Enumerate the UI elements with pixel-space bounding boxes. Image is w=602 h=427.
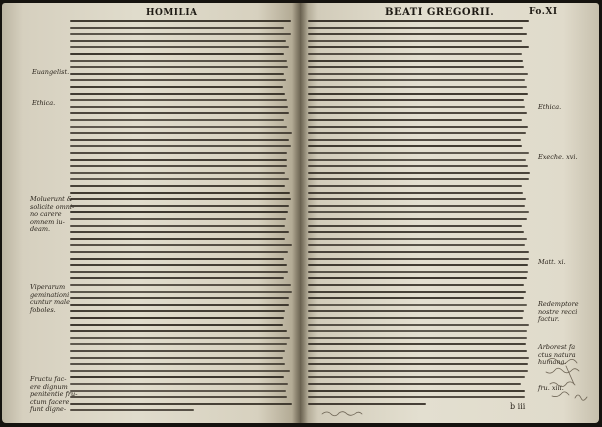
left-sidenote-2: Ethica. — [32, 99, 56, 107]
left-sidenote-5: Fructu fac- ere dignum penitentie fru- ctum facere funt digne- — [30, 375, 78, 413]
right-sidenote-2: Exeche. xvi. — [538, 153, 578, 161]
left-sidenote-4: Viperarum geminationi cuntur male foboles. — [30, 283, 70, 314]
folio-number: Fo.XI — [529, 7, 558, 17]
right-sidenote-6: fru. xiii. — [538, 384, 564, 392]
left-sidenote-3: Moluerunt & solicite omni- no carere omnem iu- deam. — [30, 195, 75, 233]
left-running-head: HOMILIA — [146, 8, 198, 18]
right-sidenote-4: Redemptore nostre recci factur. — [538, 300, 579, 323]
right-running-head: BEATI GREGORII. — [385, 7, 495, 18]
right-sidenote-5: Arborest fa ctus natura humana. — [538, 343, 576, 366]
left-sidenote-1: Euangelist. — [32, 68, 70, 76]
gathering-signature: b iii — [510, 402, 526, 411]
right-sidenote-3: Matt. xi. — [538, 258, 566, 266]
right-sidenote-1: Ethica. — [538, 103, 562, 111]
